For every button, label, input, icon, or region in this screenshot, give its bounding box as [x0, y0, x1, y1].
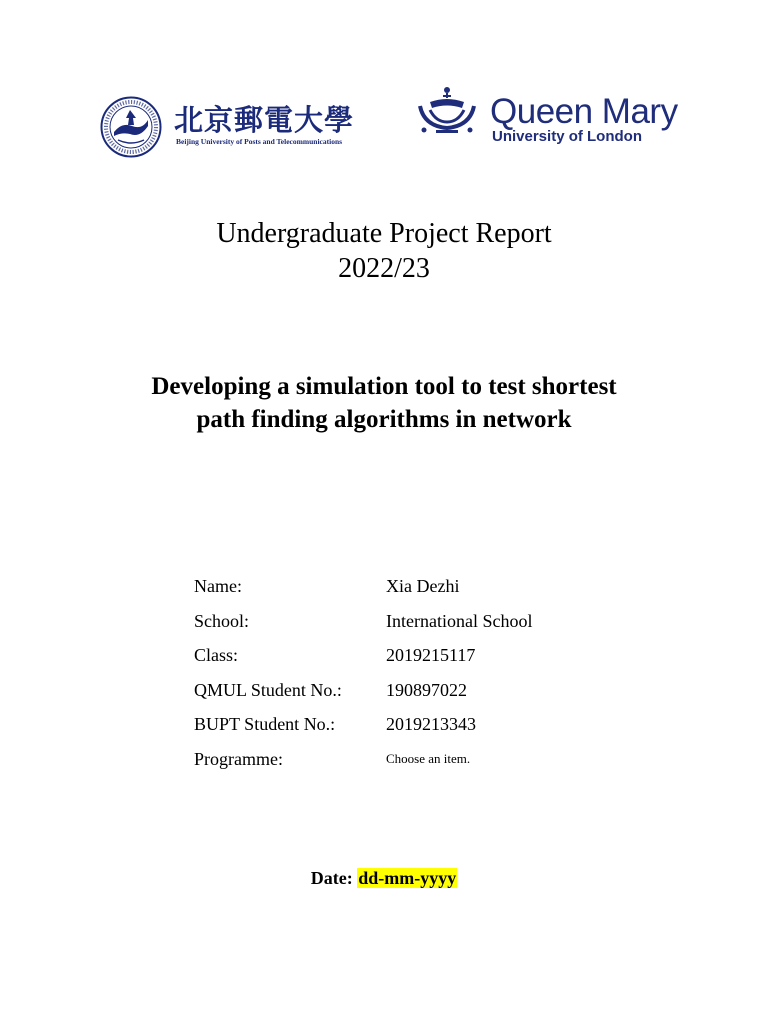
project-title-line-2: path finding algorithms in network	[196, 406, 572, 433]
info-row-qmul-id	[194, 680, 532, 715]
date-line	[0, 868, 768, 889]
project-title-line-1: Developing a simulation tool to test shortest	[151, 373, 617, 400]
info-row-bupt-id	[194, 714, 532, 749]
report-heading	[0, 216, 768, 286]
qmul-student-no-label: QMUL Student No.:	[194, 679, 342, 700]
info-row-name	[194, 576, 532, 611]
name-label: Name:	[194, 576, 242, 596]
programme-dropdown[interactable]: Choose an item.	[386, 750, 471, 766]
qm-wordmark: Queen Mary	[490, 92, 678, 131]
bupt-seal-icon	[100, 96, 162, 158]
report-type: Undergraduate Project Report	[216, 218, 552, 249]
project-title	[60, 370, 708, 436]
school-value: International School	[386, 610, 533, 631]
qm-crown-crest-icon	[416, 86, 478, 134]
bupt-student-no-value: 2019213343	[386, 714, 476, 735]
bupt-logo	[100, 96, 362, 158]
qm-subtitle: University of London	[492, 128, 642, 145]
qmul-student-no-value: 190897022	[386, 679, 467, 700]
programme-label: Programme:	[194, 748, 283, 769]
info-row-programme	[194, 749, 532, 784]
info-row-class	[194, 645, 532, 680]
date-field[interactable]: dd-mm-yyyy	[358, 868, 457, 888]
student-info-table	[194, 576, 532, 784]
bupt-student-no-label: BUPT Student No.:	[194, 714, 336, 735]
class-value: 2019215117	[386, 645, 476, 666]
report-year: 2022/23	[338, 253, 430, 284]
name-value: Xia Dezhi	[386, 576, 460, 596]
qm-logo	[416, 86, 676, 148]
date-label: Date:	[310, 868, 353, 888]
class-label: Class:	[194, 645, 239, 666]
bupt-chinese-name: 北京郵電大學	[174, 103, 355, 137]
school-label: School:	[194, 610, 250, 631]
bupt-english-name: Beijing University of Posts and Telecommunications	[176, 137, 343, 146]
info-row-school	[194, 611, 532, 646]
